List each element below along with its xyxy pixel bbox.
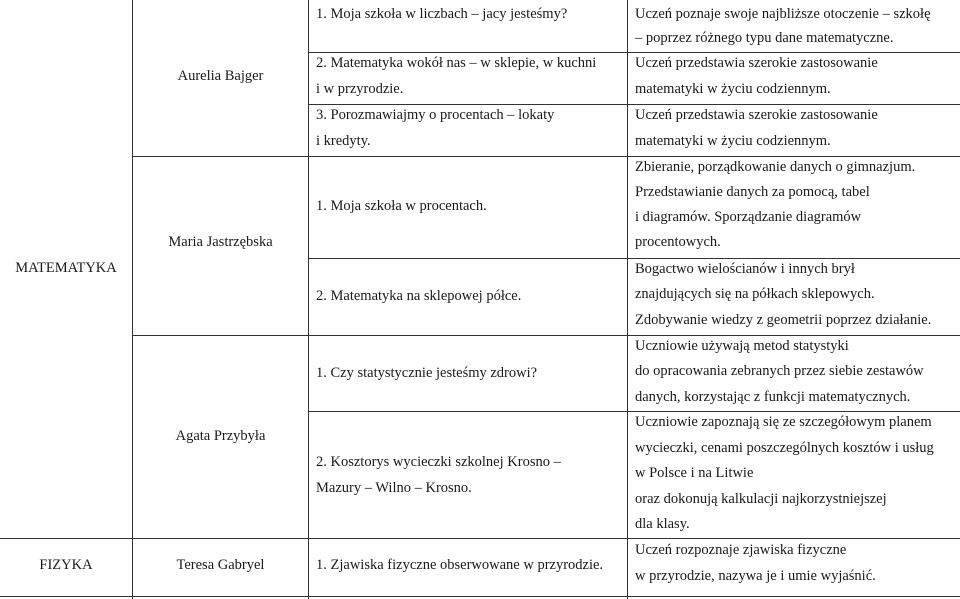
goal-text: Przedstawianie danych za pomocą, tabel: [635, 184, 870, 200]
goal-text: procentowych.: [635, 234, 721, 250]
row-divider: [132, 156, 960, 157]
goal-text: matematyki w życiu codziennym.: [635, 81, 831, 97]
subject-cell: FIZYKA: [39, 557, 93, 573]
row-divider: [132, 335, 960, 336]
topic-title: 3. Porozmawiajmy o procentach – lokaty: [316, 107, 555, 123]
teacher-cell: Maria Jastrzębska: [168, 234, 273, 250]
goal-text: znajdujących się na półkach sklepowych.: [635, 286, 875, 302]
row-divider: [308, 258, 960, 259]
goal-text: Uczeń poznaje swoje najbliższe otoczenie – szkołę: [635, 6, 931, 22]
topic-title: 1. Moja szkoła w procentach.: [316, 198, 487, 214]
column-divider: [308, 0, 309, 599]
topic-title: i w przyrodzie.: [316, 81, 404, 97]
topic-title: 1. Czy statystycznie jesteśmy zdrowi?: [316, 365, 538, 381]
goal-text: Uczniowie zapoznają się ze szczegółowym planem: [635, 414, 932, 430]
topic-title: 1. Zjawiska fizyczne obserwowane w przyrodzie.: [316, 557, 604, 573]
row-divider: [308, 411, 960, 412]
teacher-cell: Agata Przybyła: [175, 428, 266, 444]
topic-title: 1. Moja szkoła w liczbach – jacy jesteśmy?: [316, 6, 568, 22]
subject-cell: MATEMATYKA: [15, 260, 117, 276]
goal-text: Uczeń przedstawia szerokie zastosowanie: [635, 55, 878, 71]
goal-text: w przyrodzie, nazywa je i umie wyjaśnić.: [635, 568, 876, 584]
goal-text: danych, korzystając z funkcji matematycznych.: [635, 389, 911, 405]
teacher-cell: Aurelia Bajger: [177, 68, 264, 84]
topic-title: 2. Matematyka wokół nas – w sklepie, w kuchni: [316, 55, 597, 71]
topic-title: i kredyty.: [316, 133, 371, 149]
goal-text: w Polsce i na Litwie: [635, 465, 754, 481]
column-divider: [132, 0, 133, 599]
goal-text: wycieczki, cenami poszczególnych kosztów i usług: [635, 440, 934, 456]
goal-text: Zbieranie, porządkowanie danych o gimnazjum.: [635, 159, 916, 175]
goal-text: – poprzez różnego typu dane matematyczne.: [635, 30, 894, 46]
goal-text: dla klasy.: [635, 516, 690, 532]
goal-text: oraz dokonują kalkulacji najkorzystniejszej: [635, 491, 887, 507]
goal-text: Zdobywanie wiedzy z geometrii poprzez działanie.: [635, 312, 932, 328]
goal-text: Uczniowie używają metod statystyki: [635, 338, 849, 354]
goal-text: Bogactwo wielościanów i innych brył: [635, 261, 855, 277]
row-divider: [308, 52, 960, 53]
topic-title: 2. Kosztorys wycieczki szkolnej Krosno –: [316, 454, 561, 470]
goal-text: Uczeń rozpoznaje zjawiska fizyczne: [635, 542, 847, 558]
goal-text: matematyki w życiu codziennym.: [635, 133, 831, 149]
topic-title: Mazury – Wilno – Krosno.: [316, 480, 472, 496]
column-divider: [627, 0, 628, 599]
row-divider: [308, 104, 960, 105]
teacher-cell: Teresa Gabryel: [176, 557, 265, 573]
row-divider: [0, 596, 960, 597]
goal-text: i diagramów. Sporządzanie diagramów: [635, 209, 862, 225]
topic-title: 2. Matematyka na sklepowej półce.: [316, 288, 522, 304]
row-divider: [0, 538, 960, 539]
goal-text: do opracowania zebranych przez siebie zestawów: [635, 363, 924, 379]
goal-text: Uczeń przedstawia szerokie zastosowanie: [635, 107, 878, 123]
